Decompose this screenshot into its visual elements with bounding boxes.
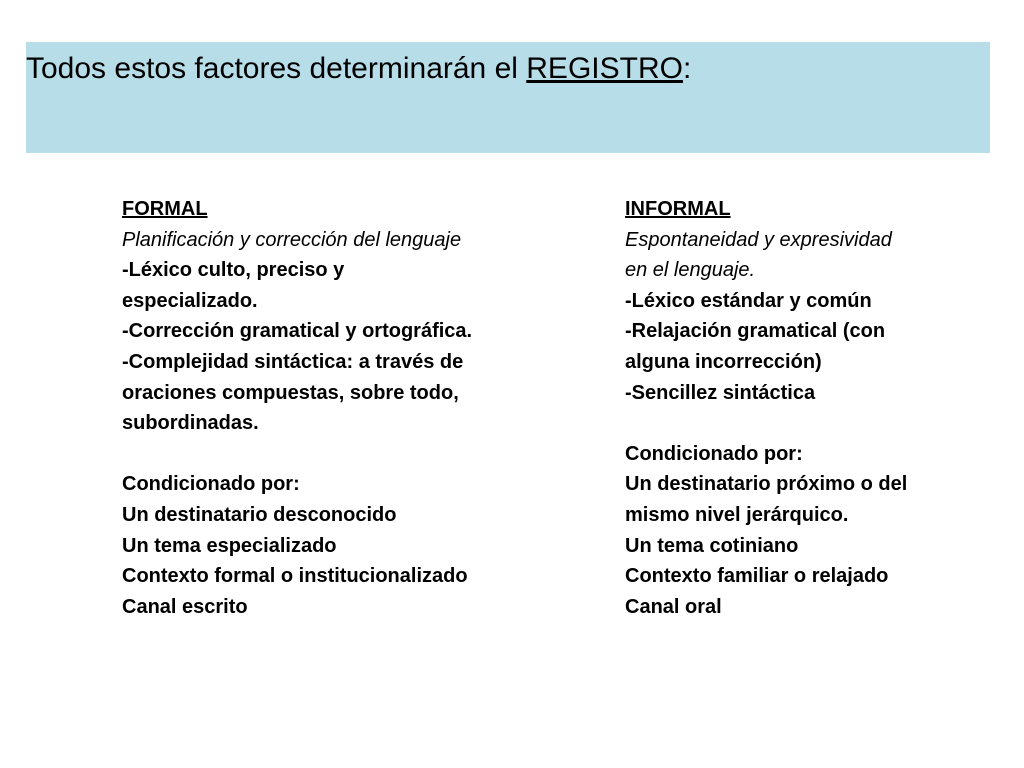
informal-conditioned-label: Condicionado por: (625, 442, 803, 465)
formal-condition: Un tema especializado (122, 534, 337, 557)
formal-feature: -Léxico culto, preciso y especializado. (122, 259, 345, 312)
informal-spacer (625, 408, 915, 439)
formal-heading: FORMAL (122, 198, 208, 220)
formal-condition: Un destinatario desconocido (122, 503, 397, 526)
title-banner (26, 42, 990, 153)
informal-intro: Espontaneidad y expresividad en el lenguaje. (625, 228, 892, 282)
informal-condition: Un destinatario próximo o del mismo nivel jerárquico. (625, 473, 908, 526)
informal-column (625, 194, 915, 622)
informal-condition: Un tema cotiniano (625, 534, 799, 557)
formal-conditioned-label: Condicionado por: (122, 473, 300, 496)
formal-column (122, 194, 474, 622)
formal-condition: Contexto formal o institucionalizado (122, 565, 468, 588)
formal-spacer (122, 439, 474, 470)
formal-feature: -Corrección gramatical y ortográfica. (122, 320, 473, 343)
formal-intro: Planificación y corrección del lenguaje (122, 228, 462, 251)
informal-feature: -Relajación gramatical (con alguna incorrección) (625, 320, 886, 373)
informal-heading: INFORMAL (625, 198, 731, 220)
informal-condition: Canal oral (625, 595, 722, 618)
title-keyword: REGISTRO (526, 52, 683, 85)
formal-condition: Canal escrito (122, 595, 248, 618)
title-prefix: Todos estos factores determinarán el (26, 52, 527, 85)
slide-title (26, 48, 990, 90)
informal-condition: Contexto familiar o relajado (625, 565, 889, 588)
informal-feature: -Sencillez sintáctica (625, 381, 816, 404)
title-suffix: : (682, 52, 692, 85)
formal-feature: -Complejidad sintáctica: a través de oraciones compuestas, sobre todo, subordinadas. (122, 350, 464, 435)
informal-feature: -Léxico estándar y común (625, 289, 872, 312)
